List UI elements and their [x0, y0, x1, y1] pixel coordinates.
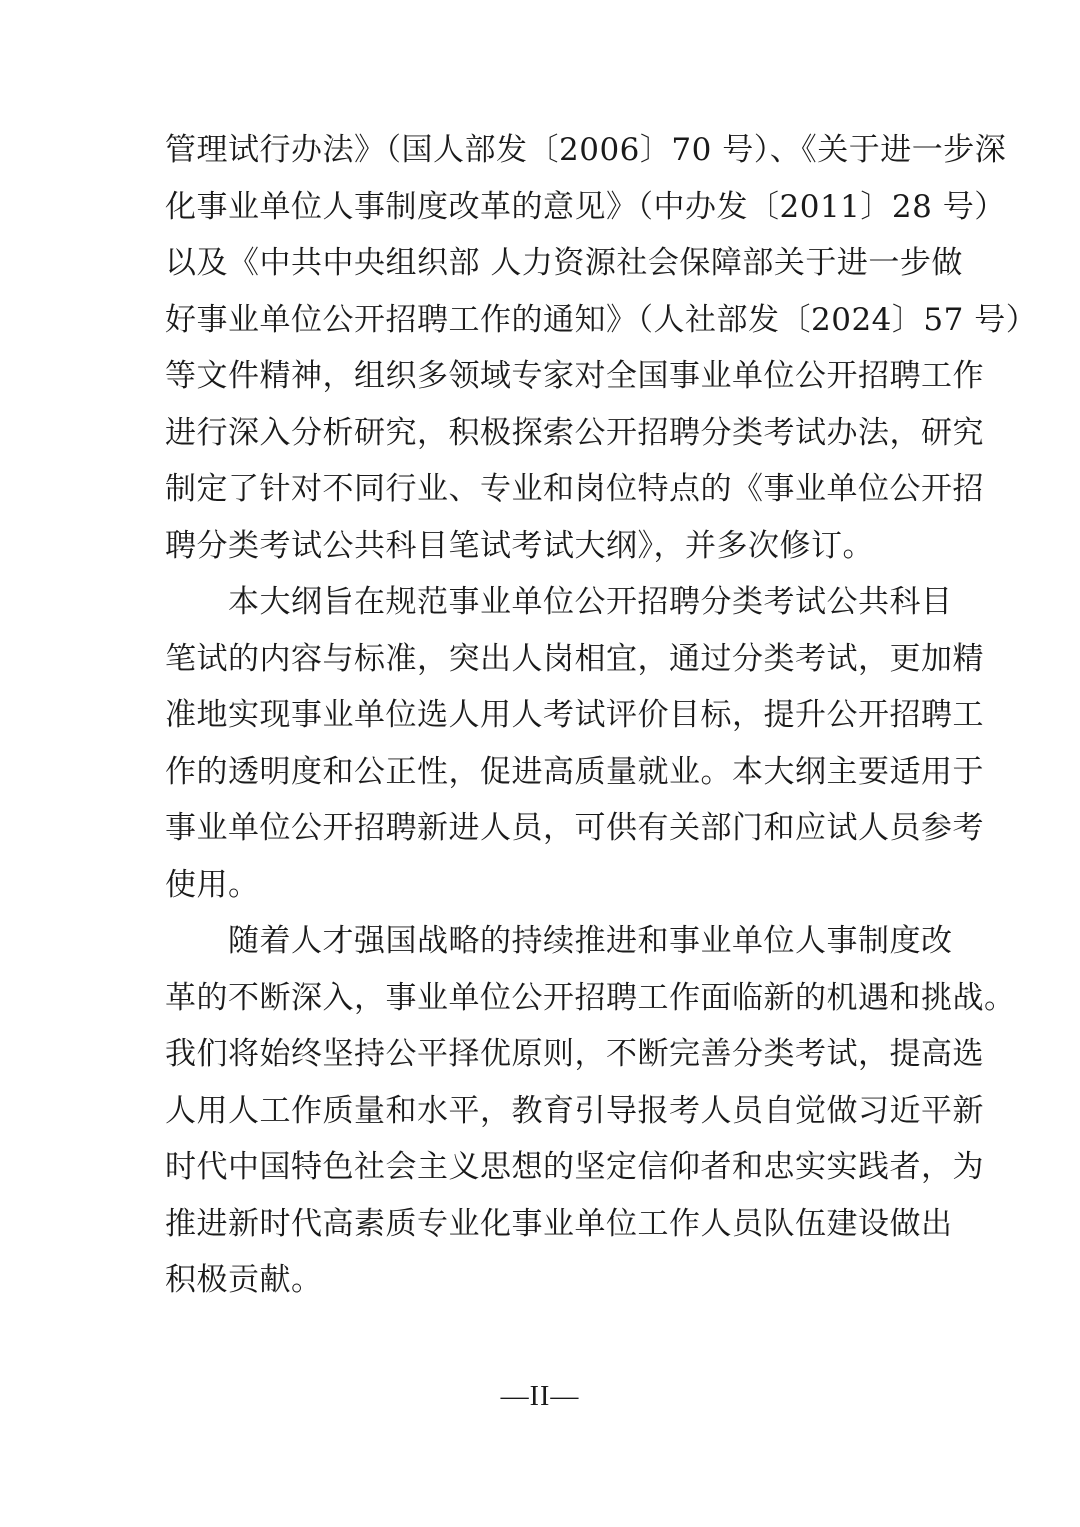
text-line: 我们将始终坚持公平择优原则，不断完善分类考试，提高选 — [165, 1036, 984, 1072]
text-line: 事业单位公开招聘新进人员，可供有关部门和应试人员参考 — [165, 810, 984, 846]
text-line: 等文件精神，组织多领域专家对全国事业单位公开招聘工作 — [165, 358, 984, 394]
text-line: 好事业单位公开招聘工作的通知》（人社部发〔2024〕57 号） — [165, 302, 1038, 338]
text-line: 本大纲旨在规范事业单位公开招聘分类考试公共科目 — [165, 584, 953, 620]
text-line: 进行深入分析研究，积极探索公开招聘分类考试办法，研究 — [165, 415, 984, 451]
text-line: 人用人工作质量和水平，教育引导报考人员自觉做习近平新 — [165, 1093, 984, 1129]
text-line: 制定了针对不同行业、专业和岗位特点的《事业单位公开招 — [165, 471, 984, 507]
text-line: 随着人才强国战略的持续推进和事业单位人事制度改 — [165, 923, 953, 959]
text-line: 积极贡献。 — [165, 1262, 323, 1298]
text-line: 准地实现事业单位选人用人考试评价目标，提升公开招聘工 — [165, 697, 984, 733]
text-line: 推进新时代高素质专业化事业单位工作人员队伍建设做出 — [165, 1206, 953, 1242]
text-line: 笔试的内容与标准，突出人岗相宜，通过分类考试，更加精 — [165, 641, 984, 677]
text-line: 时代中国特色社会主义思想的坚定信仰者和忠实实践者，为 — [165, 1149, 984, 1185]
text-line: 聘分类考试公共科目笔试考试大纲》，并多次修订。 — [165, 528, 874, 564]
text-line: 作的透明度和公正性，促进高质量就业。本大纲主要适用于 — [165, 754, 984, 790]
text-line: 使用。 — [165, 867, 260, 903]
page-number: —II— — [500, 1381, 580, 1412]
text-line: 革的不断深入，事业单位公开招聘工作面临新的机遇和挑战。 — [165, 980, 1016, 1016]
text-line: 以及《中共中央组织部 人力资源社会保障部关于进一步做 — [165, 245, 963, 281]
text-line: 化事业单位人事制度改革的意见》（中办发〔2011〕28 号） — [165, 189, 1006, 225]
text-line: 管理试行办法》（国人部发〔2006〕70 号）、《关于进一步深 — [165, 132, 1007, 168]
